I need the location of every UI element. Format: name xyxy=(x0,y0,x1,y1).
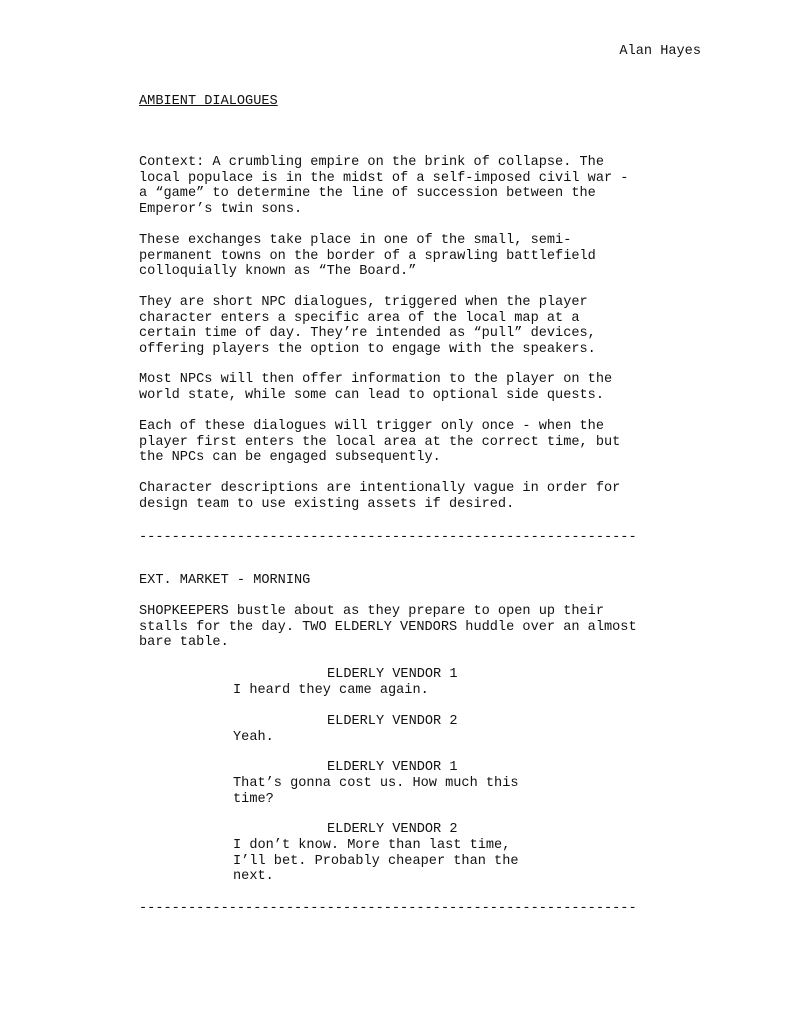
document-title: AMBIENT DIALOGUES xyxy=(139,94,278,109)
dialogue-line: I don’t know. More than last time, I’ll bet. Probably cheaper than the next. xyxy=(233,838,519,885)
section-divider: ------------------------------------------------------------- xyxy=(139,901,637,916)
section-divider: ------------------------------------------------------------- xyxy=(139,530,637,545)
dialogue-line: Yeah. xyxy=(233,730,274,745)
dialogue-character: ELDERLY VENDOR 1 xyxy=(327,667,458,682)
scene-action: SHOPKEEPERS bustle about as they prepare to open up their stalls for the day. TWO ELDERLY VENDORS huddle over an almost bare table. xyxy=(139,604,637,651)
dialogue-line: That’s gonna cost us. How much this time? xyxy=(233,776,519,807)
paragraph-purpose: They are short NPC dialogues, triggered when the player character enters a specific area of the local map at a certain time of day. They’re intended as “pull” devices, offering players the option to engage with the speakers. xyxy=(139,295,596,357)
paragraph-setting: These exchanges take place in one of the small, semi- permanent towns on the border of a sprawling battlefield colloquially known as “The Board.” xyxy=(139,233,596,280)
dialogue-character: ELDERLY VENDOR 2 xyxy=(327,822,458,837)
dialogue-line: I heard they came again. xyxy=(233,683,429,698)
paragraph-npc-info: Most NPCs will then offer information to the player on the world state, while some can lead to optional side quests. xyxy=(139,372,613,403)
author-name: Alan Hayes xyxy=(619,44,701,59)
paragraph-assets: Character descriptions are intentionally vague in order for design team to use existing assets if desired. xyxy=(139,481,621,512)
scene-heading: EXT. MARKET - MORNING xyxy=(139,573,311,588)
paragraph-context: Context: A crumbling empire on the brink of collapse. The local populace is in the midst of a self-imposed civil war - a “game” to determine the line of succession between the Emperor’s twin sons. xyxy=(139,155,629,217)
dialogue-character: ELDERLY VENDOR 1 xyxy=(327,760,458,775)
paragraph-trigger: Each of these dialogues will trigger only once - when the player first enters the local area at the correct time, but the NPCs can be engaged subsequently. xyxy=(139,419,621,466)
dialogue-character: ELDERLY VENDOR 2 xyxy=(327,714,458,729)
